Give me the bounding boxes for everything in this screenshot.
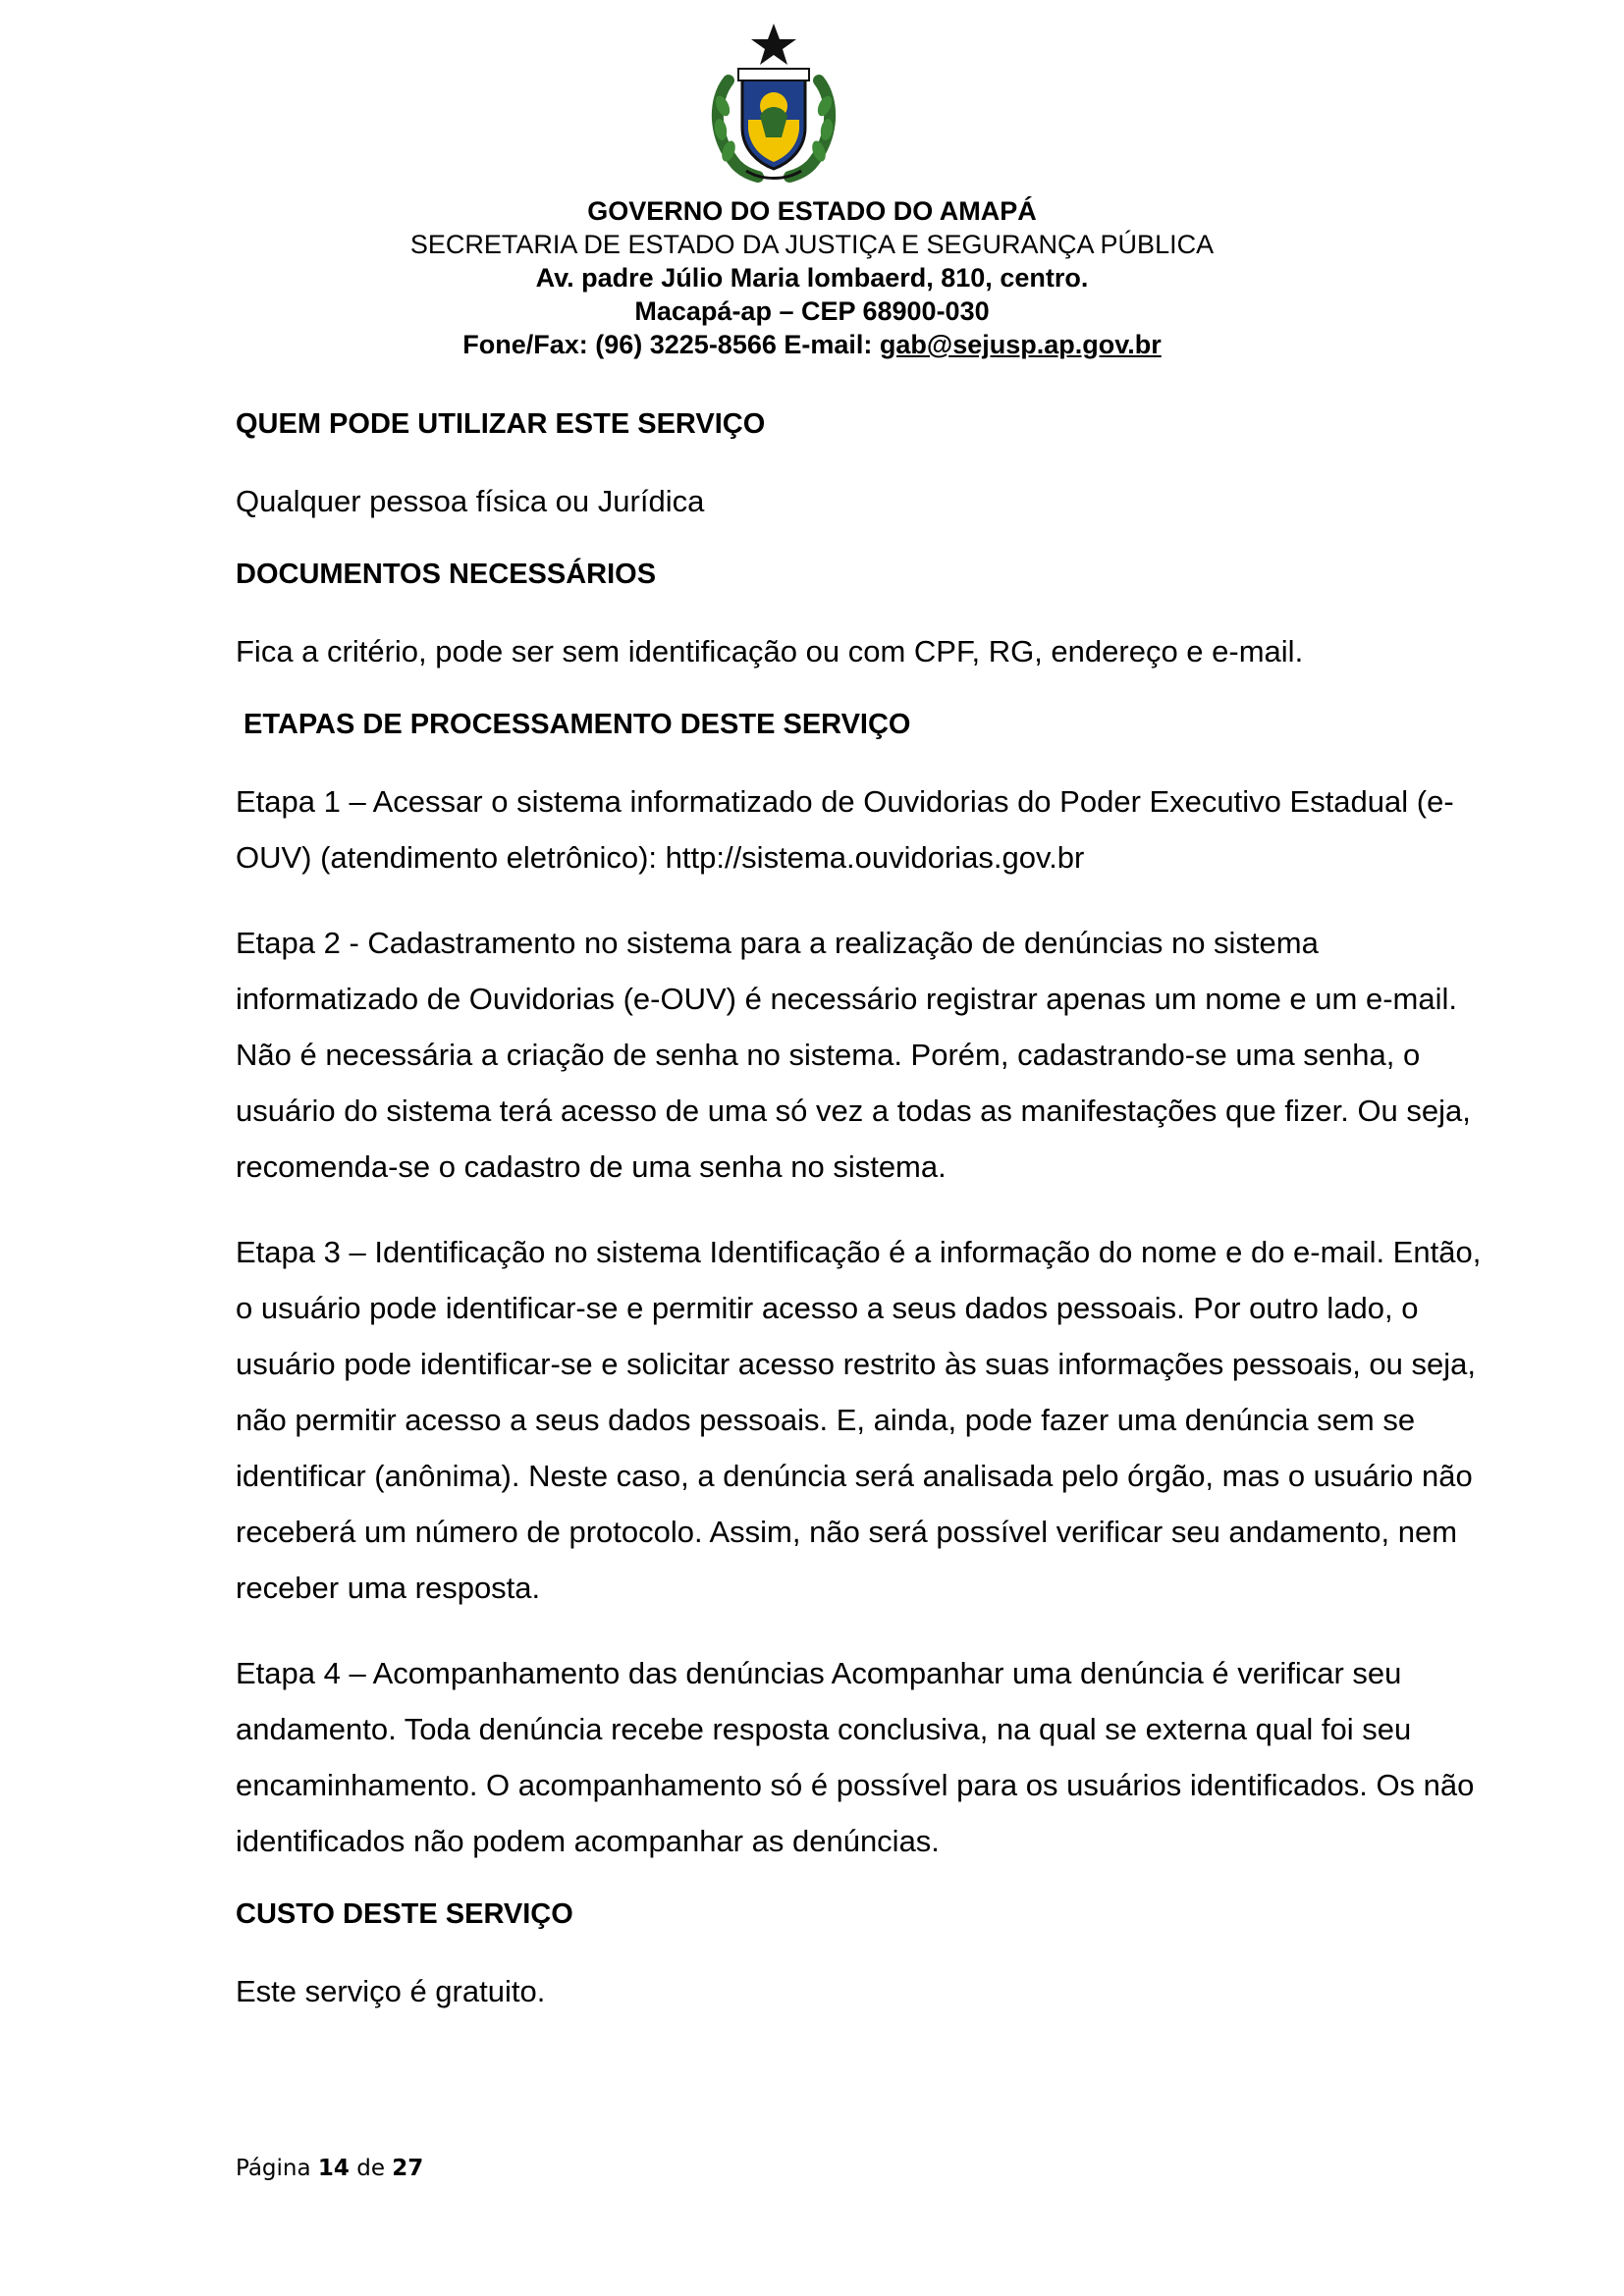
department-name: SECRETARIA DE ESTADO DA JUSTIÇA E SEGURANÇA PÚBLICA	[409, 230, 1215, 259]
step-4-text: Etapa 4 – Acompanhamento das denúncias Acompanhar uma denúncia é verificar seu andamento. Toda denúncia recebe resposta conclusiva, na qual se externa qual foi seu encaminhamento. O acompanhamento só é possível para os usuários identificados. Os não identificados não podem acompanhar as denúncias.	[236, 1656, 1475, 1858]
page-number: 14	[317, 2156, 350, 2181]
coat-of-arms-icon	[699, 22, 848, 187]
total-pages: 27	[392, 2156, 424, 2181]
document-body	[236, 404, 1502, 2019]
page-word: Página	[236, 2156, 311, 2181]
heading-required-documents: DOCUMENTOS NECESSÁRIOS	[236, 559, 657, 590]
letterhead	[0, 194, 1624, 361]
email-link[interactable]: gab@sejusp.ap.gov.br	[879, 330, 1162, 359]
service-cost-text: Este serviço é gratuito.	[236, 1974, 546, 2008]
contact-line	[0, 328, 1624, 361]
step-1-text: Etapa 1 – Acessar o sistema informatizado de Ouvidorias do Poder Executivo Estadual (e-OUV) (atendimento eletrônico): http://sistema.ouvidorias.gov.br	[236, 784, 1454, 875]
page-footer	[236, 2156, 423, 2181]
phone-label: Fone/Fax: (96) 3225-8566 E-mail:	[462, 330, 880, 359]
government-name: GOVERNO DO ESTADO DO AMAPÁ	[587, 196, 1037, 226]
step-3-text: Etapa 3 – Identificação no sistema Identificação é a informação do nome e do e-mail. Então, o usuário pode identificar-se e permitir acesso a seus dados pessoais. Por outro lado, o usuário pode identificar-se e solicitar acesso restrito às suas informações pessoais, ou seja, não permitir acesso a seus dados pessoais. E, ainda, pode fazer uma denúncia sem se identificar (anônima). Neste caso, a denúncia será analisada pelo órgão, mas o usuário não receberá um número de protocolo. Assim, não será possível verificar seu andamento, nem receber uma resposta.	[236, 1235, 1482, 1605]
who-can-use-text: Qualquer pessoa física ou Jurídica	[236, 484, 705, 518]
of-word: de	[356, 2156, 385, 2181]
address-line: Av. padre Júlio Maria lombaerd, 810, centro.	[535, 263, 1089, 293]
city-postal-line: Macapá-ap – CEP 68900-030	[634, 296, 990, 326]
required-documents-text: Fica a critério, pode ser sem identificação ou com CPF, RG, endereço e e-mail.	[236, 634, 1304, 668]
heading-service-cost: CUSTO DESTE SERVIÇO	[236, 1898, 573, 1930]
heading-processing-steps: ETAPAS DE PROCESSAMENTO DESTE SERVIÇO	[244, 709, 911, 740]
step-2-text: Etapa 2 - Cadastramento no sistema para a realização de denúncias no sistema informatizado de Ouvidorias (e-OUV) é necessário registrar apenas um nome e um e-mail. Não é necessária a criação de senha no sistema. Porém, cadastrando-se uma senha, o usuário do sistema terá acesso de uma só vez a todas as manifestações que fizer. Ou seja, recomenda-se o cadastro de uma senha no sistema.	[236, 926, 1471, 1184]
heading-who-can-use: QUEM PODE UTILIZAR ESTE SERVIÇO	[236, 408, 766, 440]
